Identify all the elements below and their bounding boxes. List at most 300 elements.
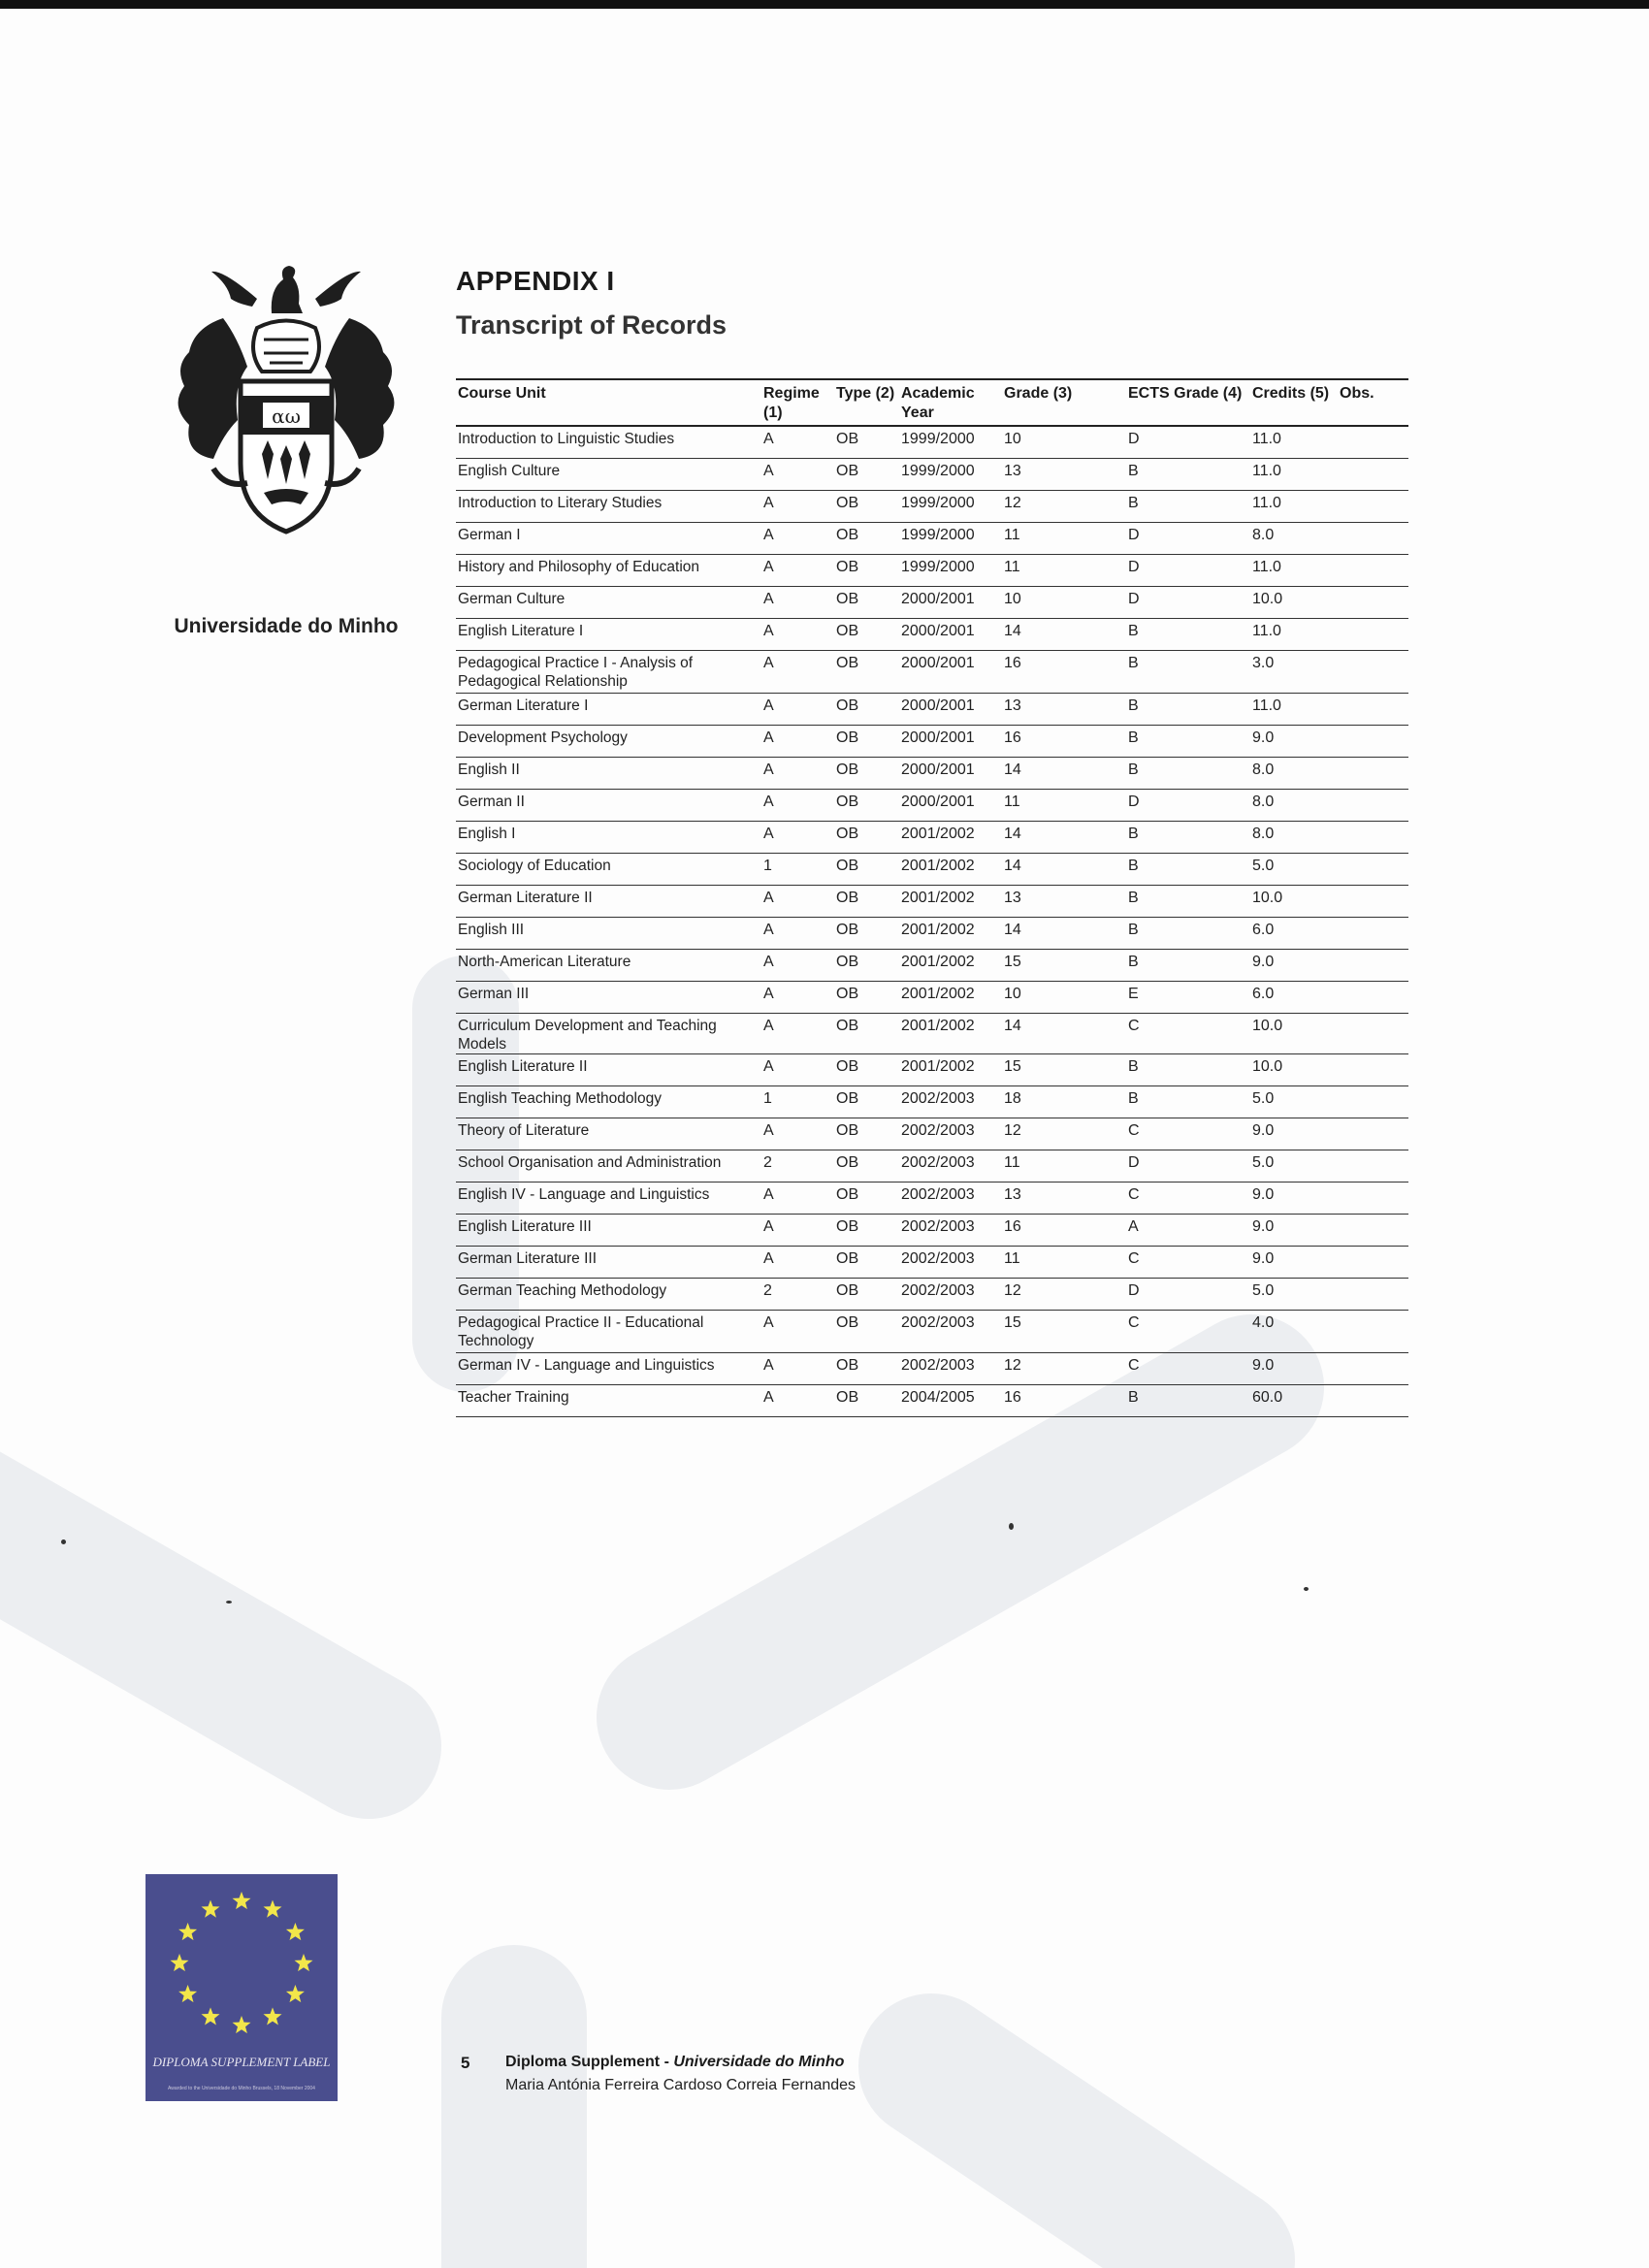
- cell-course-unit: English I: [456, 822, 761, 854]
- table-row: [456, 426, 1408, 459]
- cell-obs: [1338, 950, 1408, 982]
- cell-regime: 2: [761, 1279, 834, 1311]
- cell-obs: [1338, 694, 1408, 726]
- cell-type: OB: [834, 950, 899, 982]
- eu-star-icon: [171, 1954, 189, 1971]
- table-row: [456, 1183, 1408, 1215]
- cell-academic-year: 2000/2001: [899, 790, 1002, 822]
- cell-regime: A: [761, 1215, 834, 1247]
- cell-obs: [1338, 886, 1408, 918]
- table-row: [456, 854, 1408, 886]
- col-header-ects-grade: ECTS Grade (4): [1126, 379, 1250, 426]
- cell-obs: [1338, 1353, 1408, 1385]
- table-row: [456, 918, 1408, 950]
- cell-ects-grade: B: [1126, 886, 1250, 918]
- cell-regime: A: [761, 886, 834, 918]
- cell-ects-grade: C: [1126, 1247, 1250, 1279]
- table-header-row: [456, 379, 1408, 426]
- cell-obs: [1338, 459, 1408, 491]
- cell-academic-year: 2001/2002: [899, 886, 1002, 918]
- cell-academic-year: 2004/2005: [899, 1385, 1002, 1417]
- cell-credits: 11.0: [1250, 459, 1338, 491]
- cell-course-unit: Development Psychology: [456, 726, 761, 758]
- cell-academic-year: 2001/2002: [899, 1054, 1002, 1086]
- cell-ects-grade: D: [1126, 523, 1250, 555]
- table-row: [456, 651, 1408, 694]
- cell-grade: 14: [1002, 822, 1126, 854]
- table-row: [456, 1385, 1408, 1417]
- cell-ects-grade: B: [1126, 822, 1250, 854]
- cell-obs: [1338, 1279, 1408, 1311]
- cell-obs: [1338, 1014, 1408, 1054]
- cell-academic-year: 1999/2000: [899, 523, 1002, 555]
- cell-credits: 9.0: [1250, 1247, 1338, 1279]
- appendix-subtitle: Transcript of Records: [456, 310, 728, 340]
- cell-course-unit: Sociology of Education: [456, 854, 761, 886]
- cell-obs: [1338, 1311, 1408, 1353]
- cell-grade: 12: [1002, 491, 1126, 523]
- cell-regime: A: [761, 491, 834, 523]
- cell-type: OB: [834, 459, 899, 491]
- cell-course-unit: German Literature III: [456, 1247, 761, 1279]
- cell-credits: 5.0: [1250, 1086, 1338, 1118]
- cell-type: OB: [834, 918, 899, 950]
- cell-ects-grade: D: [1126, 1279, 1250, 1311]
- cell-grade: 12: [1002, 1118, 1126, 1150]
- cell-regime: A: [761, 1183, 834, 1215]
- eu-stars-icon: [146, 1874, 338, 2049]
- cell-course-unit: German III: [456, 982, 761, 1014]
- cell-grade: 14: [1002, 1014, 1126, 1054]
- cell-academic-year: 2002/2003: [899, 1353, 1002, 1385]
- cell-grade: 11: [1002, 523, 1126, 555]
- cell-type: OB: [834, 1385, 899, 1417]
- cell-credits: 10.0: [1250, 1054, 1338, 1086]
- cell-regime: A: [761, 1353, 834, 1385]
- cell-regime: A: [761, 426, 834, 459]
- cell-credits: 9.0: [1250, 1183, 1338, 1215]
- cell-credits: 9.0: [1250, 1353, 1338, 1385]
- eu-star-icon: [286, 1985, 305, 2002]
- cell-obs: [1338, 918, 1408, 950]
- cell-academic-year: 2001/2002: [899, 982, 1002, 1014]
- cell-obs: [1338, 523, 1408, 555]
- col-header-type: Type (2): [834, 379, 899, 426]
- cell-ects-grade: D: [1126, 555, 1250, 587]
- cell-ects-grade: B: [1126, 918, 1250, 950]
- cell-regime: A: [761, 619, 834, 651]
- cell-grade: 18: [1002, 1086, 1126, 1118]
- cell-grade: 14: [1002, 758, 1126, 790]
- cell-regime: A: [761, 1247, 834, 1279]
- cell-course-unit: Theory of Literature: [456, 1118, 761, 1150]
- cell-course-unit: English Teaching Methodology: [456, 1086, 761, 1118]
- cell-ects-grade: C: [1126, 1311, 1250, 1353]
- cell-academic-year: 2001/2002: [899, 918, 1002, 950]
- table-row: [456, 758, 1408, 790]
- cell-regime: A: [761, 1054, 834, 1086]
- cell-regime: A: [761, 758, 834, 790]
- eu-star-icon: [264, 2007, 282, 2025]
- cell-type: OB: [834, 790, 899, 822]
- cell-ects-grade: C: [1126, 1353, 1250, 1385]
- cell-grade: 13: [1002, 459, 1126, 491]
- cell-obs: [1338, 651, 1408, 694]
- cell-type: OB: [834, 726, 899, 758]
- cell-obs: [1338, 1054, 1408, 1086]
- cell-grade: 13: [1002, 694, 1126, 726]
- cell-type: OB: [834, 1086, 899, 1118]
- cell-grade: 12: [1002, 1353, 1126, 1385]
- cell-obs: [1338, 1118, 1408, 1150]
- table-row: [456, 1118, 1408, 1150]
- cell-credits: 8.0: [1250, 523, 1338, 555]
- cell-grade: 15: [1002, 1311, 1126, 1353]
- cell-type: OB: [834, 1311, 899, 1353]
- cell-credits: 10.0: [1250, 587, 1338, 619]
- cell-credits: 11.0: [1250, 619, 1338, 651]
- cell-course-unit: History and Philosophy of Education: [456, 555, 761, 587]
- cell-course-unit: Introduction to Linguistic Studies: [456, 426, 761, 459]
- cell-credits: 8.0: [1250, 790, 1338, 822]
- table-row: [456, 950, 1408, 982]
- cell-obs: [1338, 726, 1408, 758]
- eu-star-icon: [233, 2016, 251, 2033]
- cell-obs: [1338, 426, 1408, 459]
- cell-credits: 11.0: [1250, 426, 1338, 459]
- crest-alpha-omega: αω: [272, 405, 301, 428]
- cell-regime: A: [761, 651, 834, 694]
- cell-regime: A: [761, 918, 834, 950]
- cell-course-unit: English Literature II: [456, 1054, 761, 1086]
- cell-type: OB: [834, 694, 899, 726]
- cell-grade: 10: [1002, 982, 1126, 1014]
- cell-credits: 9.0: [1250, 950, 1338, 982]
- cell-course-unit: School Organisation and Administration: [456, 1150, 761, 1183]
- col-header-obs: Obs.: [1338, 379, 1408, 426]
- table-row: [456, 790, 1408, 822]
- col-header-regime: Regime (1): [761, 379, 834, 426]
- eu-star-icon: [286, 1923, 305, 1940]
- cell-type: OB: [834, 587, 899, 619]
- cell-type: OB: [834, 555, 899, 587]
- col-header-credits: Credits (5): [1250, 379, 1338, 426]
- cell-obs: [1338, 1086, 1408, 1118]
- eu-label-fine-print: Awarded to the Universidade do Minho Brussels, 18 November 2004: [168, 2086, 315, 2091]
- cell-course-unit: English Culture: [456, 459, 761, 491]
- cell-type: OB: [834, 491, 899, 523]
- table-row: [456, 1014, 1408, 1054]
- cell-course-unit: German Literature II: [456, 886, 761, 918]
- cell-credits: 9.0: [1250, 1215, 1338, 1247]
- cell-ects-grade: A: [1126, 1215, 1250, 1247]
- cell-obs: [1338, 587, 1408, 619]
- cell-regime: A: [761, 1385, 834, 1417]
- scan-speck: [61, 1539, 66, 1544]
- table-row: [456, 1279, 1408, 1311]
- table-row: [456, 1054, 1408, 1086]
- cell-ects-grade: B: [1126, 651, 1250, 694]
- cell-course-unit: English Literature III: [456, 1215, 761, 1247]
- cell-academic-year: 2002/2003: [899, 1279, 1002, 1311]
- eu-star-icon: [264, 1900, 282, 1918]
- cell-academic-year: 2002/2003: [899, 1118, 1002, 1150]
- eu-star-icon: [202, 2007, 220, 2025]
- cell-academic-year: 2002/2003: [899, 1183, 1002, 1215]
- cell-regime: 1: [761, 1086, 834, 1118]
- university-crest-logo: [155, 260, 417, 580]
- cell-ects-grade: B: [1126, 619, 1250, 651]
- cell-regime: A: [761, 982, 834, 1014]
- cell-course-unit: English II: [456, 758, 761, 790]
- diploma-supplement-label: [146, 1874, 338, 2101]
- university-name: Universidade do Minho: [174, 615, 399, 637]
- table-row: [456, 619, 1408, 651]
- cell-credits: 6.0: [1250, 918, 1338, 950]
- cell-regime: A: [761, 1118, 834, 1150]
- cell-obs: [1338, 1150, 1408, 1183]
- eu-star-icon: [233, 1892, 251, 1909]
- cell-grade: 16: [1002, 1385, 1126, 1417]
- eu-star-icon: [202, 1900, 220, 1918]
- table-row: [456, 694, 1408, 726]
- cell-credits: 8.0: [1250, 822, 1338, 854]
- cell-type: OB: [834, 1353, 899, 1385]
- cell-academic-year: 2000/2001: [899, 726, 1002, 758]
- cell-credits: 8.0: [1250, 758, 1338, 790]
- cell-credits: 5.0: [1250, 1279, 1338, 1311]
- eu-star-icon: [178, 1923, 197, 1940]
- cell-academic-year: 1999/2000: [899, 491, 1002, 523]
- cell-academic-year: 2002/2003: [899, 1150, 1002, 1183]
- cell-type: OB: [834, 619, 899, 651]
- cell-course-unit: German IV - Language and Linguistics: [456, 1353, 761, 1385]
- cell-regime: A: [761, 950, 834, 982]
- cell-academic-year: 1999/2000: [899, 459, 1002, 491]
- eu-star-icon: [178, 1985, 197, 2002]
- cell-academic-year: 2000/2001: [899, 694, 1002, 726]
- cell-obs: [1338, 790, 1408, 822]
- cell-ects-grade: B: [1126, 694, 1250, 726]
- cell-ects-grade: D: [1126, 790, 1250, 822]
- footer-doc-title: Diploma Supplement -: [505, 2054, 674, 2070]
- cell-type: OB: [834, 1183, 899, 1215]
- cell-course-unit: German II: [456, 790, 761, 822]
- cell-credits: 6.0: [1250, 982, 1338, 1014]
- table-row: [456, 1086, 1408, 1118]
- cell-academic-year: 2000/2001: [899, 587, 1002, 619]
- cell-credits: 11.0: [1250, 491, 1338, 523]
- cell-regime: 1: [761, 854, 834, 886]
- cell-obs: [1338, 555, 1408, 587]
- cell-ects-grade: B: [1126, 950, 1250, 982]
- cell-type: OB: [834, 886, 899, 918]
- cell-grade: 14: [1002, 918, 1126, 950]
- cell-type: OB: [834, 1014, 899, 1054]
- cell-credits: 10.0: [1250, 886, 1338, 918]
- cell-course-unit: Teacher Training: [456, 1385, 761, 1417]
- cell-type: OB: [834, 982, 899, 1014]
- cell-ects-grade: B: [1126, 758, 1250, 790]
- col-header-course-unit: Course Unit: [456, 379, 761, 426]
- cell-credits: 9.0: [1250, 726, 1338, 758]
- cell-academic-year: 2002/2003: [899, 1086, 1002, 1118]
- cell-obs: [1338, 619, 1408, 651]
- cell-type: OB: [834, 426, 899, 459]
- footer-doc-institution: Universidade do Minho: [673, 2054, 845, 2070]
- appendix-title: APPENDIX I: [456, 266, 615, 296]
- cell-regime: 2: [761, 1150, 834, 1183]
- cell-obs: [1338, 1247, 1408, 1279]
- cell-obs: [1338, 491, 1408, 523]
- cell-grade: 12: [1002, 1279, 1126, 1311]
- cell-course-unit: North-American Literature: [456, 950, 761, 982]
- cell-course-unit: German I: [456, 523, 761, 555]
- cell-grade: 11: [1002, 1247, 1126, 1279]
- cell-type: OB: [834, 1279, 899, 1311]
- cell-course-unit: English IV - Language and Linguistics: [456, 1183, 761, 1215]
- cell-regime: A: [761, 587, 834, 619]
- cell-credits: 60.0: [1250, 1385, 1338, 1417]
- cell-regime: A: [761, 459, 834, 491]
- cell-course-unit: Introduction to Literary Studies: [456, 491, 761, 523]
- transcript-body: [456, 426, 1408, 1417]
- cell-grade: 11: [1002, 555, 1126, 587]
- cell-type: OB: [834, 822, 899, 854]
- footer-document-title: [505, 2054, 844, 2071]
- cell-type: OB: [834, 1247, 899, 1279]
- table-row: [456, 822, 1408, 854]
- cell-credits: 4.0: [1250, 1311, 1338, 1353]
- cell-regime: A: [761, 555, 834, 587]
- scan-speck: [226, 1601, 232, 1604]
- cell-grade: 15: [1002, 1054, 1126, 1086]
- cell-credits: 11.0: [1250, 555, 1338, 587]
- cell-regime: A: [761, 523, 834, 555]
- cell-grade: 13: [1002, 1183, 1126, 1215]
- cell-course-unit: Pedagogical Practice II - Educational Technology: [456, 1311, 761, 1353]
- cell-ects-grade: E: [1126, 982, 1250, 1014]
- cell-obs: [1338, 1215, 1408, 1247]
- cell-course-unit: Curriculum Development and Teaching Models: [456, 1014, 761, 1054]
- cell-academic-year: 2002/2003: [899, 1215, 1002, 1247]
- table-row: [456, 982, 1408, 1014]
- table-row: [456, 587, 1408, 619]
- cell-regime: A: [761, 1014, 834, 1054]
- cell-ects-grade: B: [1126, 1054, 1250, 1086]
- cell-regime: A: [761, 1311, 834, 1353]
- cell-credits: 10.0: [1250, 1014, 1338, 1054]
- cell-grade: 16: [1002, 1215, 1126, 1247]
- cell-ects-grade: C: [1126, 1014, 1250, 1054]
- cell-ects-grade: B: [1126, 726, 1250, 758]
- cell-course-unit: German Teaching Methodology: [456, 1279, 761, 1311]
- cell-academic-year: 2000/2001: [899, 619, 1002, 651]
- cell-ects-grade: C: [1126, 1118, 1250, 1150]
- cell-ects-grade: B: [1126, 1086, 1250, 1118]
- cell-academic-year: 2000/2001: [899, 651, 1002, 694]
- cell-grade: 10: [1002, 426, 1126, 459]
- cell-academic-year: 2000/2001: [899, 758, 1002, 790]
- cell-regime: A: [761, 726, 834, 758]
- cell-type: OB: [834, 651, 899, 694]
- cell-obs: [1338, 1385, 1408, 1417]
- cell-academic-year: 2001/2002: [899, 822, 1002, 854]
- table-row: [456, 1247, 1408, 1279]
- cell-type: OB: [834, 1150, 899, 1183]
- table-row: [456, 726, 1408, 758]
- eu-star-icon: [295, 1954, 313, 1971]
- table-row: [456, 1215, 1408, 1247]
- cell-type: OB: [834, 1118, 899, 1150]
- cell-obs: [1338, 758, 1408, 790]
- col-header-grade: Grade (3): [1002, 379, 1126, 426]
- col-header-academic-year: Academic Year: [899, 379, 1002, 426]
- cell-academic-year: 2001/2002: [899, 854, 1002, 886]
- cell-type: OB: [834, 854, 899, 886]
- cell-obs: [1338, 982, 1408, 1014]
- cell-grade: 11: [1002, 1150, 1126, 1183]
- cell-credits: 11.0: [1250, 694, 1338, 726]
- cell-grade: 14: [1002, 619, 1126, 651]
- table-row: [456, 523, 1408, 555]
- transcript-table: [456, 378, 1408, 1417]
- cell-type: OB: [834, 1054, 899, 1086]
- cell-course-unit: German Literature I: [456, 694, 761, 726]
- cell-type: OB: [834, 758, 899, 790]
- scan-speck: [1009, 1523, 1014, 1530]
- cell-ects-grade: B: [1126, 459, 1250, 491]
- cell-academic-year: 2001/2002: [899, 950, 1002, 982]
- cell-academic-year: 2002/2003: [899, 1247, 1002, 1279]
- cell-credits: 9.0: [1250, 1118, 1338, 1150]
- cell-grade: 10: [1002, 587, 1126, 619]
- cell-regime: A: [761, 790, 834, 822]
- cell-academic-year: 2001/2002: [899, 1014, 1002, 1054]
- cell-type: OB: [834, 1215, 899, 1247]
- cell-ects-grade: B: [1126, 854, 1250, 886]
- cell-credits: 3.0: [1250, 651, 1338, 694]
- cell-ects-grade: B: [1126, 491, 1250, 523]
- table-row: [456, 459, 1408, 491]
- cell-academic-year: 2002/2003: [899, 1311, 1002, 1353]
- table-row: [456, 1311, 1408, 1353]
- cell-ects-grade: B: [1126, 1385, 1250, 1417]
- cell-course-unit: English Literature I: [456, 619, 761, 651]
- cell-grade: 16: [1002, 651, 1126, 694]
- cell-grade: 11: [1002, 790, 1126, 822]
- footer-holder-name: Maria Antónia Ferreira Cardoso Correia Fernandes: [505, 2077, 857, 2093]
- cell-course-unit: English III: [456, 918, 761, 950]
- cell-ects-grade: D: [1126, 426, 1250, 459]
- cell-credits: 5.0: [1250, 1150, 1338, 1183]
- cell-credits: 5.0: [1250, 854, 1338, 886]
- table-row: [456, 886, 1408, 918]
- cell-grade: 14: [1002, 854, 1126, 886]
- scan-speck: [1304, 1587, 1309, 1591]
- cell-obs: [1338, 822, 1408, 854]
- cell-obs: [1338, 854, 1408, 886]
- cell-type: OB: [834, 523, 899, 555]
- table-row: [456, 1353, 1408, 1385]
- cell-grade: 16: [1002, 726, 1126, 758]
- cell-course-unit: Pedagogical Practice I - Analysis of Pedagogical Relationship: [456, 651, 761, 694]
- eu-label-title: DIPLOMA SUPPLEMENT LABEL: [152, 2055, 331, 2069]
- table-row: [456, 555, 1408, 587]
- cell-obs: [1338, 1183, 1408, 1215]
- cell-course-unit: German Culture: [456, 587, 761, 619]
- cell-ects-grade: D: [1126, 1150, 1250, 1183]
